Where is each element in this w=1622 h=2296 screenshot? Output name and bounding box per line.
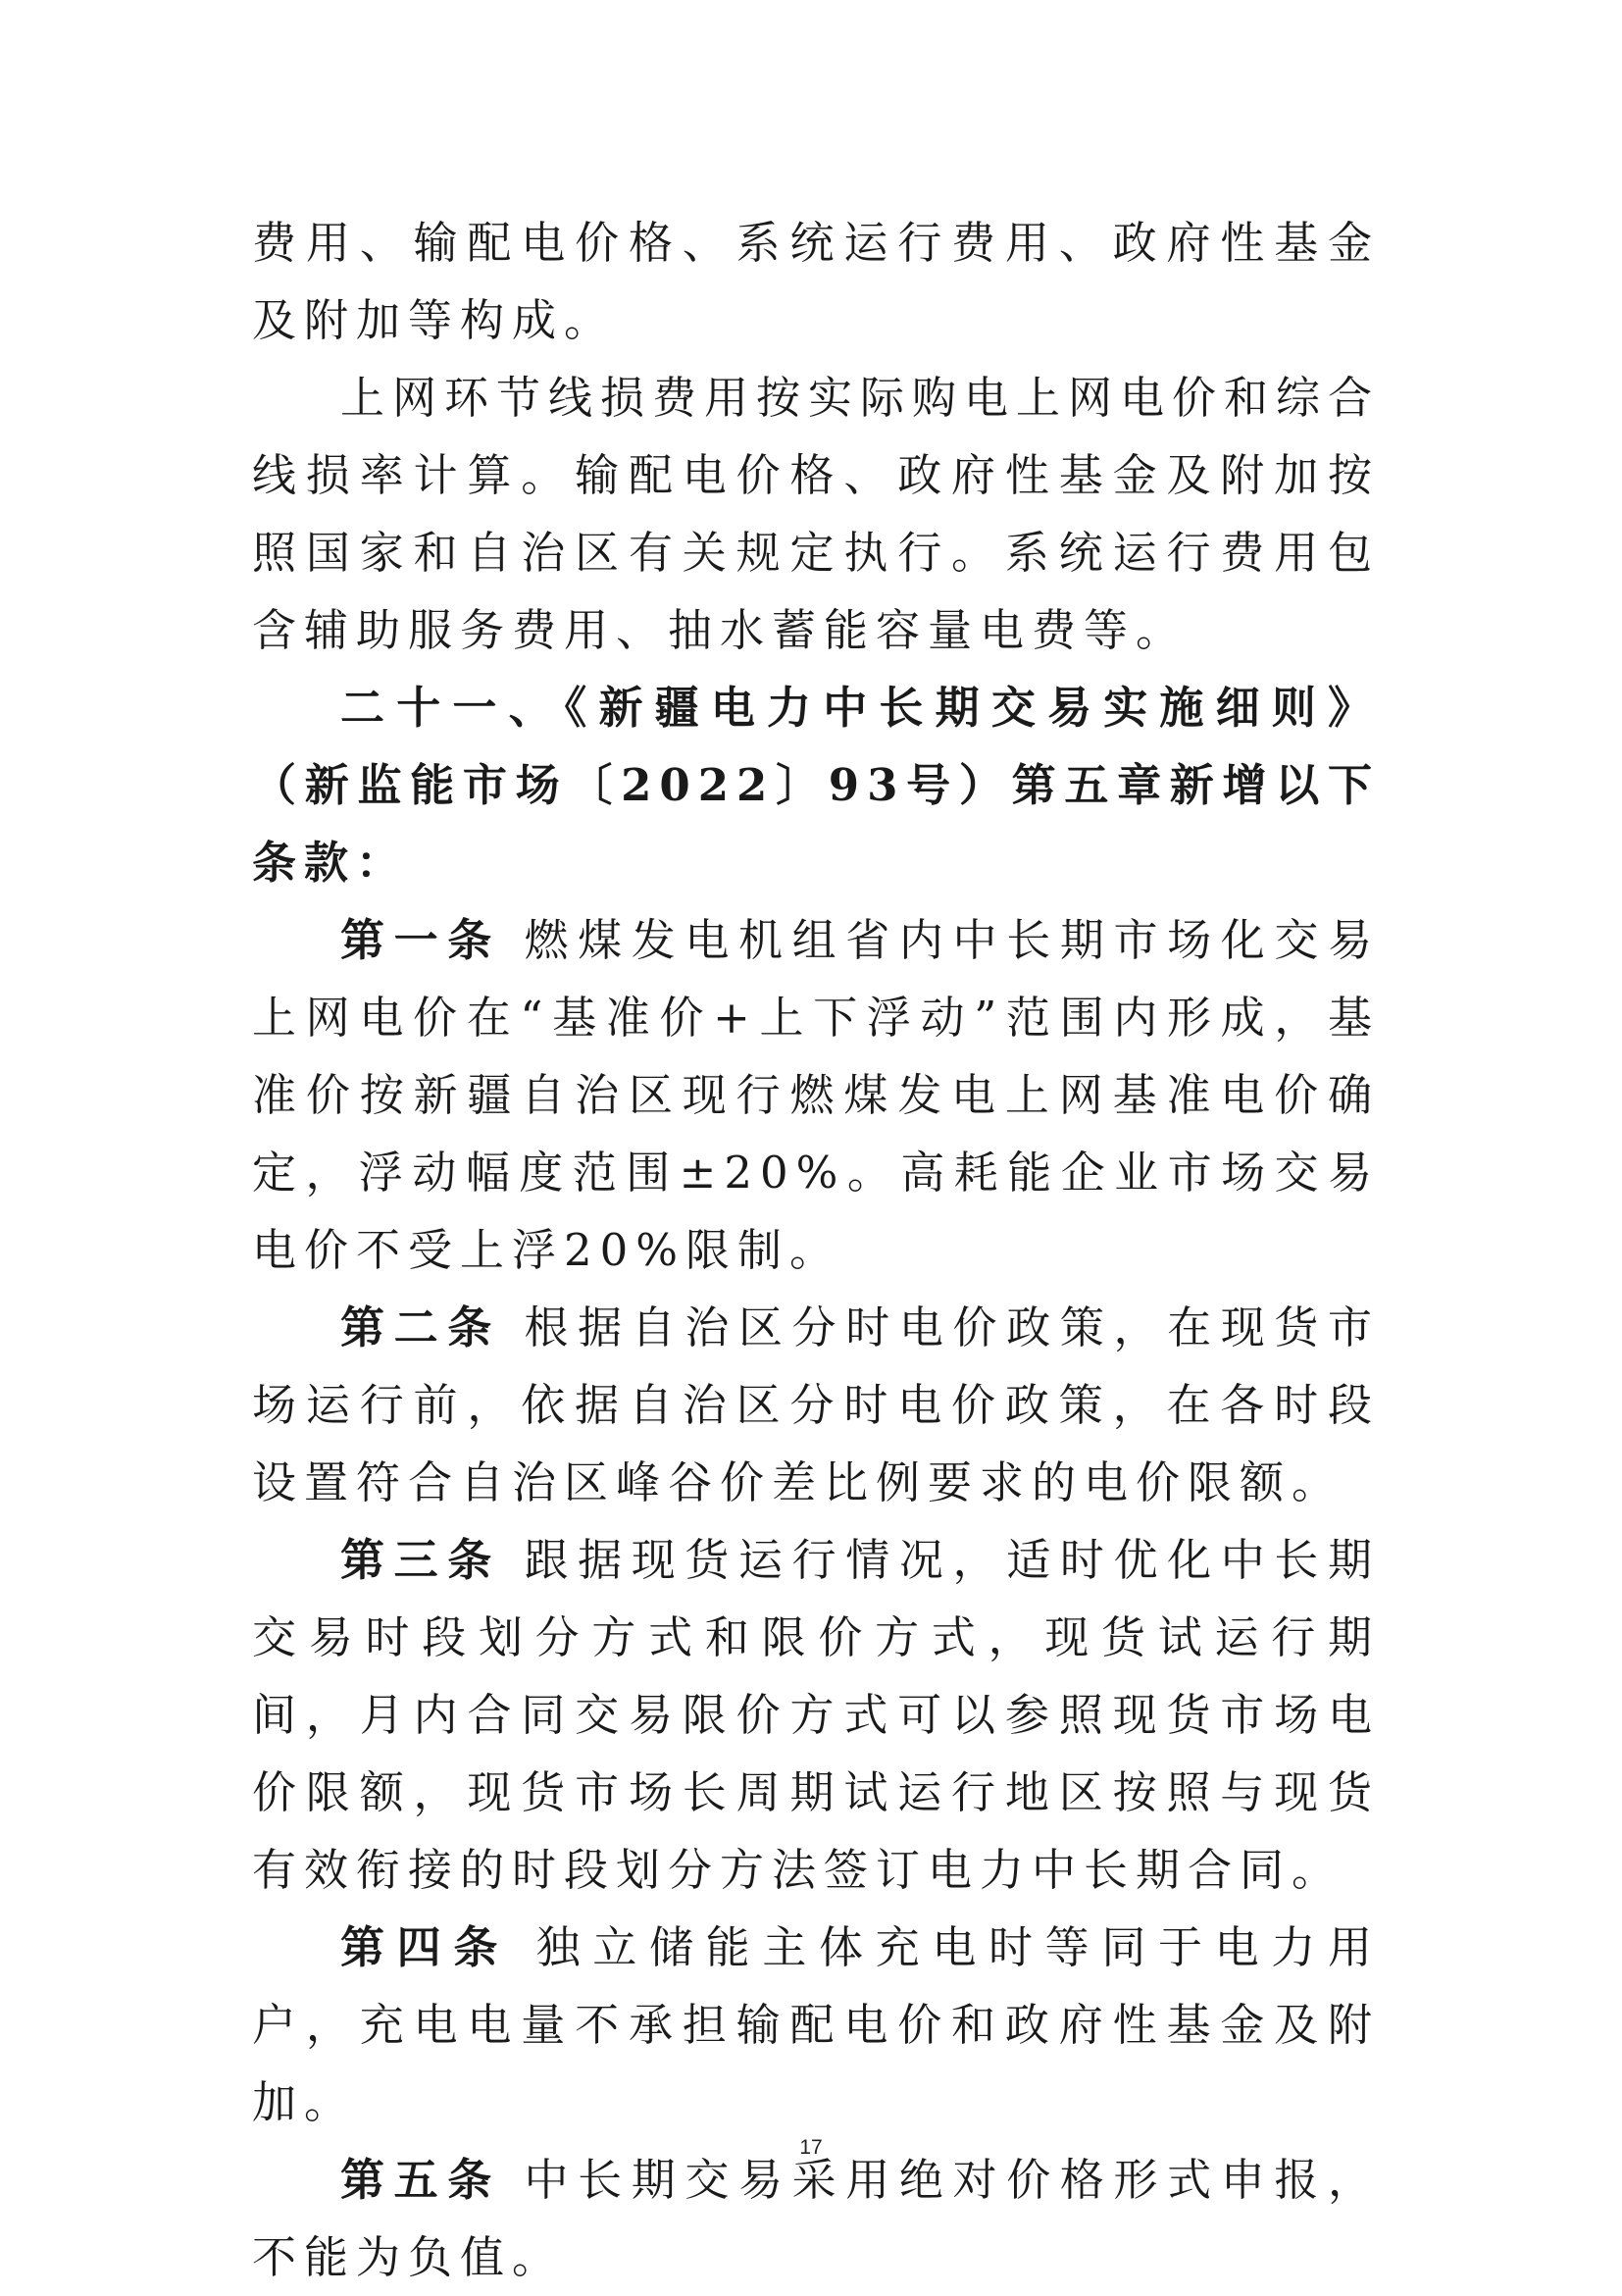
paragraph-text: 上网环节线损费用按实际购电上网电价和综合线损率计算。输配电价格、政府性基金及附加按照国家和自治区有关规定执行。系统运行费用包含辅助服务费用、抽水蓄能容量电费等。: [252, 372, 1381, 656]
article-1: [252, 901, 1380, 1289]
article-4: [252, 1909, 1380, 2141]
page-number: 17: [799, 2136, 823, 2159]
article-lead: 第四条: [340, 1921, 510, 1973]
paragraph-line-loss: [252, 359, 1380, 669]
paragraph-continuation: [252, 204, 1380, 359]
heading-text: 二十一、《新疆电力中长期交易实施细则》（新监能市场〔2022〕93号）第五章新增以下条款：: [252, 682, 1380, 889]
article-lead: 第一条: [340, 914, 501, 966]
article-2: [252, 1289, 1380, 1521]
article-lead: 第二条: [340, 1301, 501, 1353]
article-lead: 第五条: [340, 2154, 501, 2206]
article-text: 中长期交易采用绝对价格形式申报，不能为负值。: [252, 2154, 1380, 2283]
article-text: 根据自治区分时电价政策，在现货市场运行前，依据自治区分时电价政策，在各时段设置符合自治区峰谷价差比例要求的电价限额。: [252, 1301, 1380, 1508]
article-text: 燃煤发电机组省内中长期市场化交易上网电价在“基准价+上下浮动”范围内形成，基准价按新疆自治区现行燃煤发电上网基准电价确定，浮动幅度范围±20%。高耗能企业市场交易电价不受上浮20%限制。: [252, 914, 1380, 1276]
paragraph-text: 费用、输配电价格、系统运行费用、政府性基金及附加等构成。: [252, 217, 1380, 346]
article-3: [252, 1521, 1380, 1909]
document-body: [252, 204, 1380, 2296]
article-text: 跟据现货运行情况，适时优化中长期交易时段划分方式和限价方式，现货试运行期间，月内合同交易限价方式可以参照现货市场电价限额，现货市场长周期试运行地区按照与现货有效衔接的时段划分方法签订电力中长期合同。: [252, 1534, 1380, 1896]
article-lead: 第三条: [340, 1534, 501, 1586]
section-heading-twenty-one: [252, 669, 1380, 901]
article-5: [252, 2141, 1380, 2296]
article-text: 独立储能主体充电时等同于电力用户，充电电量不承担输配电价和政府性基金及附加。: [252, 1921, 1380, 2128]
